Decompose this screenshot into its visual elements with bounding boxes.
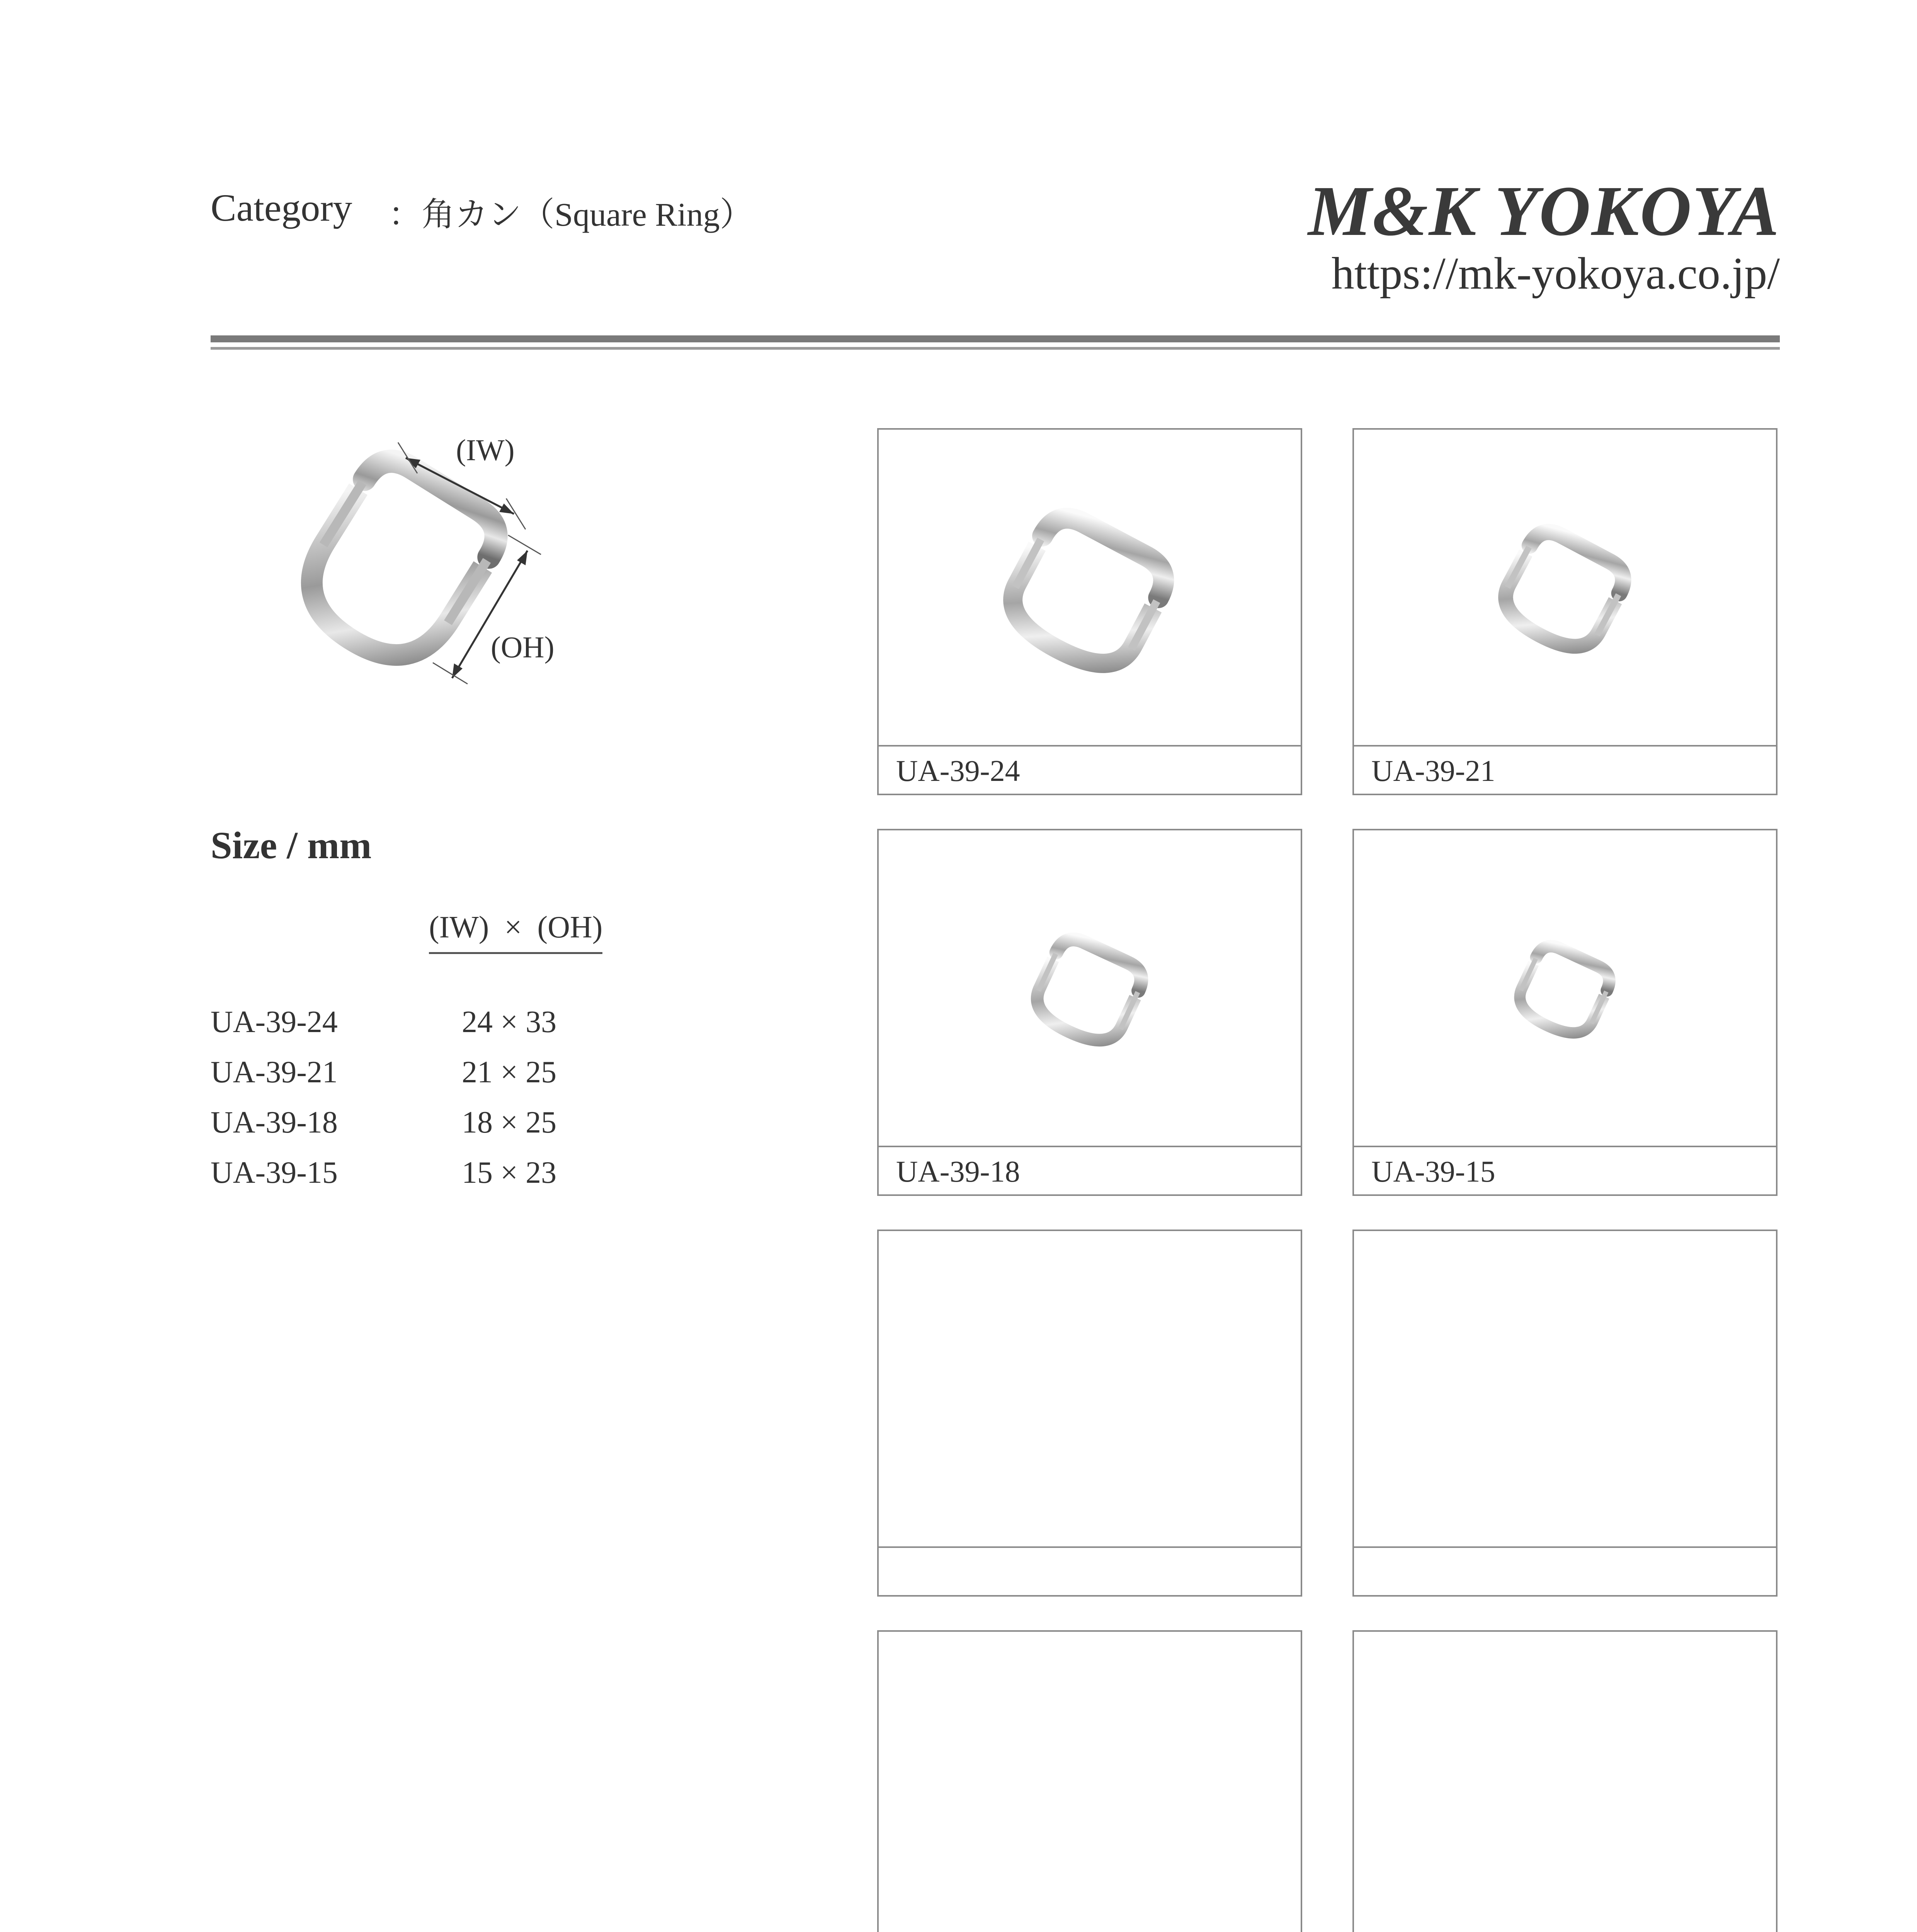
product-code: UA-39-15 — [1371, 1155, 1495, 1188]
category-value: ：角カン（Square Ring） — [388, 196, 753, 233]
product-photo — [879, 1632, 1301, 1932]
brand-name: M&K YOKOYA — [1308, 172, 1780, 251]
product-card-empty — [1352, 1230, 1778, 1597]
size-title: Size / mm — [211, 824, 372, 867]
product-card-empty — [877, 1230, 1302, 1597]
product-photo — [879, 1231, 1301, 1548]
size-code: UA-39-18 — [211, 1105, 338, 1139]
dimension-header: (IW) × (OH) — [429, 910, 602, 954]
header-rule-thin — [211, 347, 1780, 350]
product-card-empty — [877, 1630, 1302, 1932]
square-ring-medium-icon — [1457, 498, 1673, 676]
square-ring-smallest-icon — [1482, 918, 1648, 1058]
product-card-empty — [1352, 1630, 1778, 1932]
product-code: UA-39-24 — [896, 754, 1020, 787]
product-photo — [1354, 1632, 1776, 1932]
size-code: UA-39-15 — [211, 1156, 338, 1190]
product-card[interactable] — [877, 428, 1302, 795]
product-code: UA-39-21 — [1371, 754, 1495, 787]
category-label: Category — [211, 186, 352, 229]
product-photo — [879, 430, 1301, 747]
square-ring-large-icon — [966, 487, 1213, 688]
iw-annotation: (IW) — [456, 433, 515, 467]
product-card[interactable] — [1352, 428, 1778, 795]
product-card[interactable] — [877, 829, 1302, 1196]
ring-diagram — [270, 421, 618, 699]
size-dimension: 21 × 25 — [462, 1055, 557, 1089]
size-code: UA-39-21 — [211, 1055, 338, 1089]
d-ring-diagram-icon — [270, 421, 618, 699]
size-dimension: 24 × 33 — [462, 1005, 557, 1039]
size-dimension: 18 × 25 — [462, 1105, 557, 1139]
product-photo — [879, 830, 1301, 1147]
product-card[interactable] — [1352, 829, 1778, 1196]
header-rule-thick — [211, 335, 1780, 342]
size-dimension: 15 × 23 — [462, 1156, 557, 1190]
product-photo — [1354, 1231, 1776, 1548]
product-photo — [1354, 430, 1776, 747]
website-url[interactable]: https://mk-yokoya.co.jp/ — [1331, 248, 1780, 299]
product-photo — [1354, 830, 1776, 1147]
product-code: UA-39-18 — [896, 1155, 1020, 1188]
size-code: UA-39-24 — [211, 1005, 338, 1039]
oh-annotation: (OH) — [491, 630, 555, 664]
square-ring-small-icon — [993, 907, 1186, 1069]
